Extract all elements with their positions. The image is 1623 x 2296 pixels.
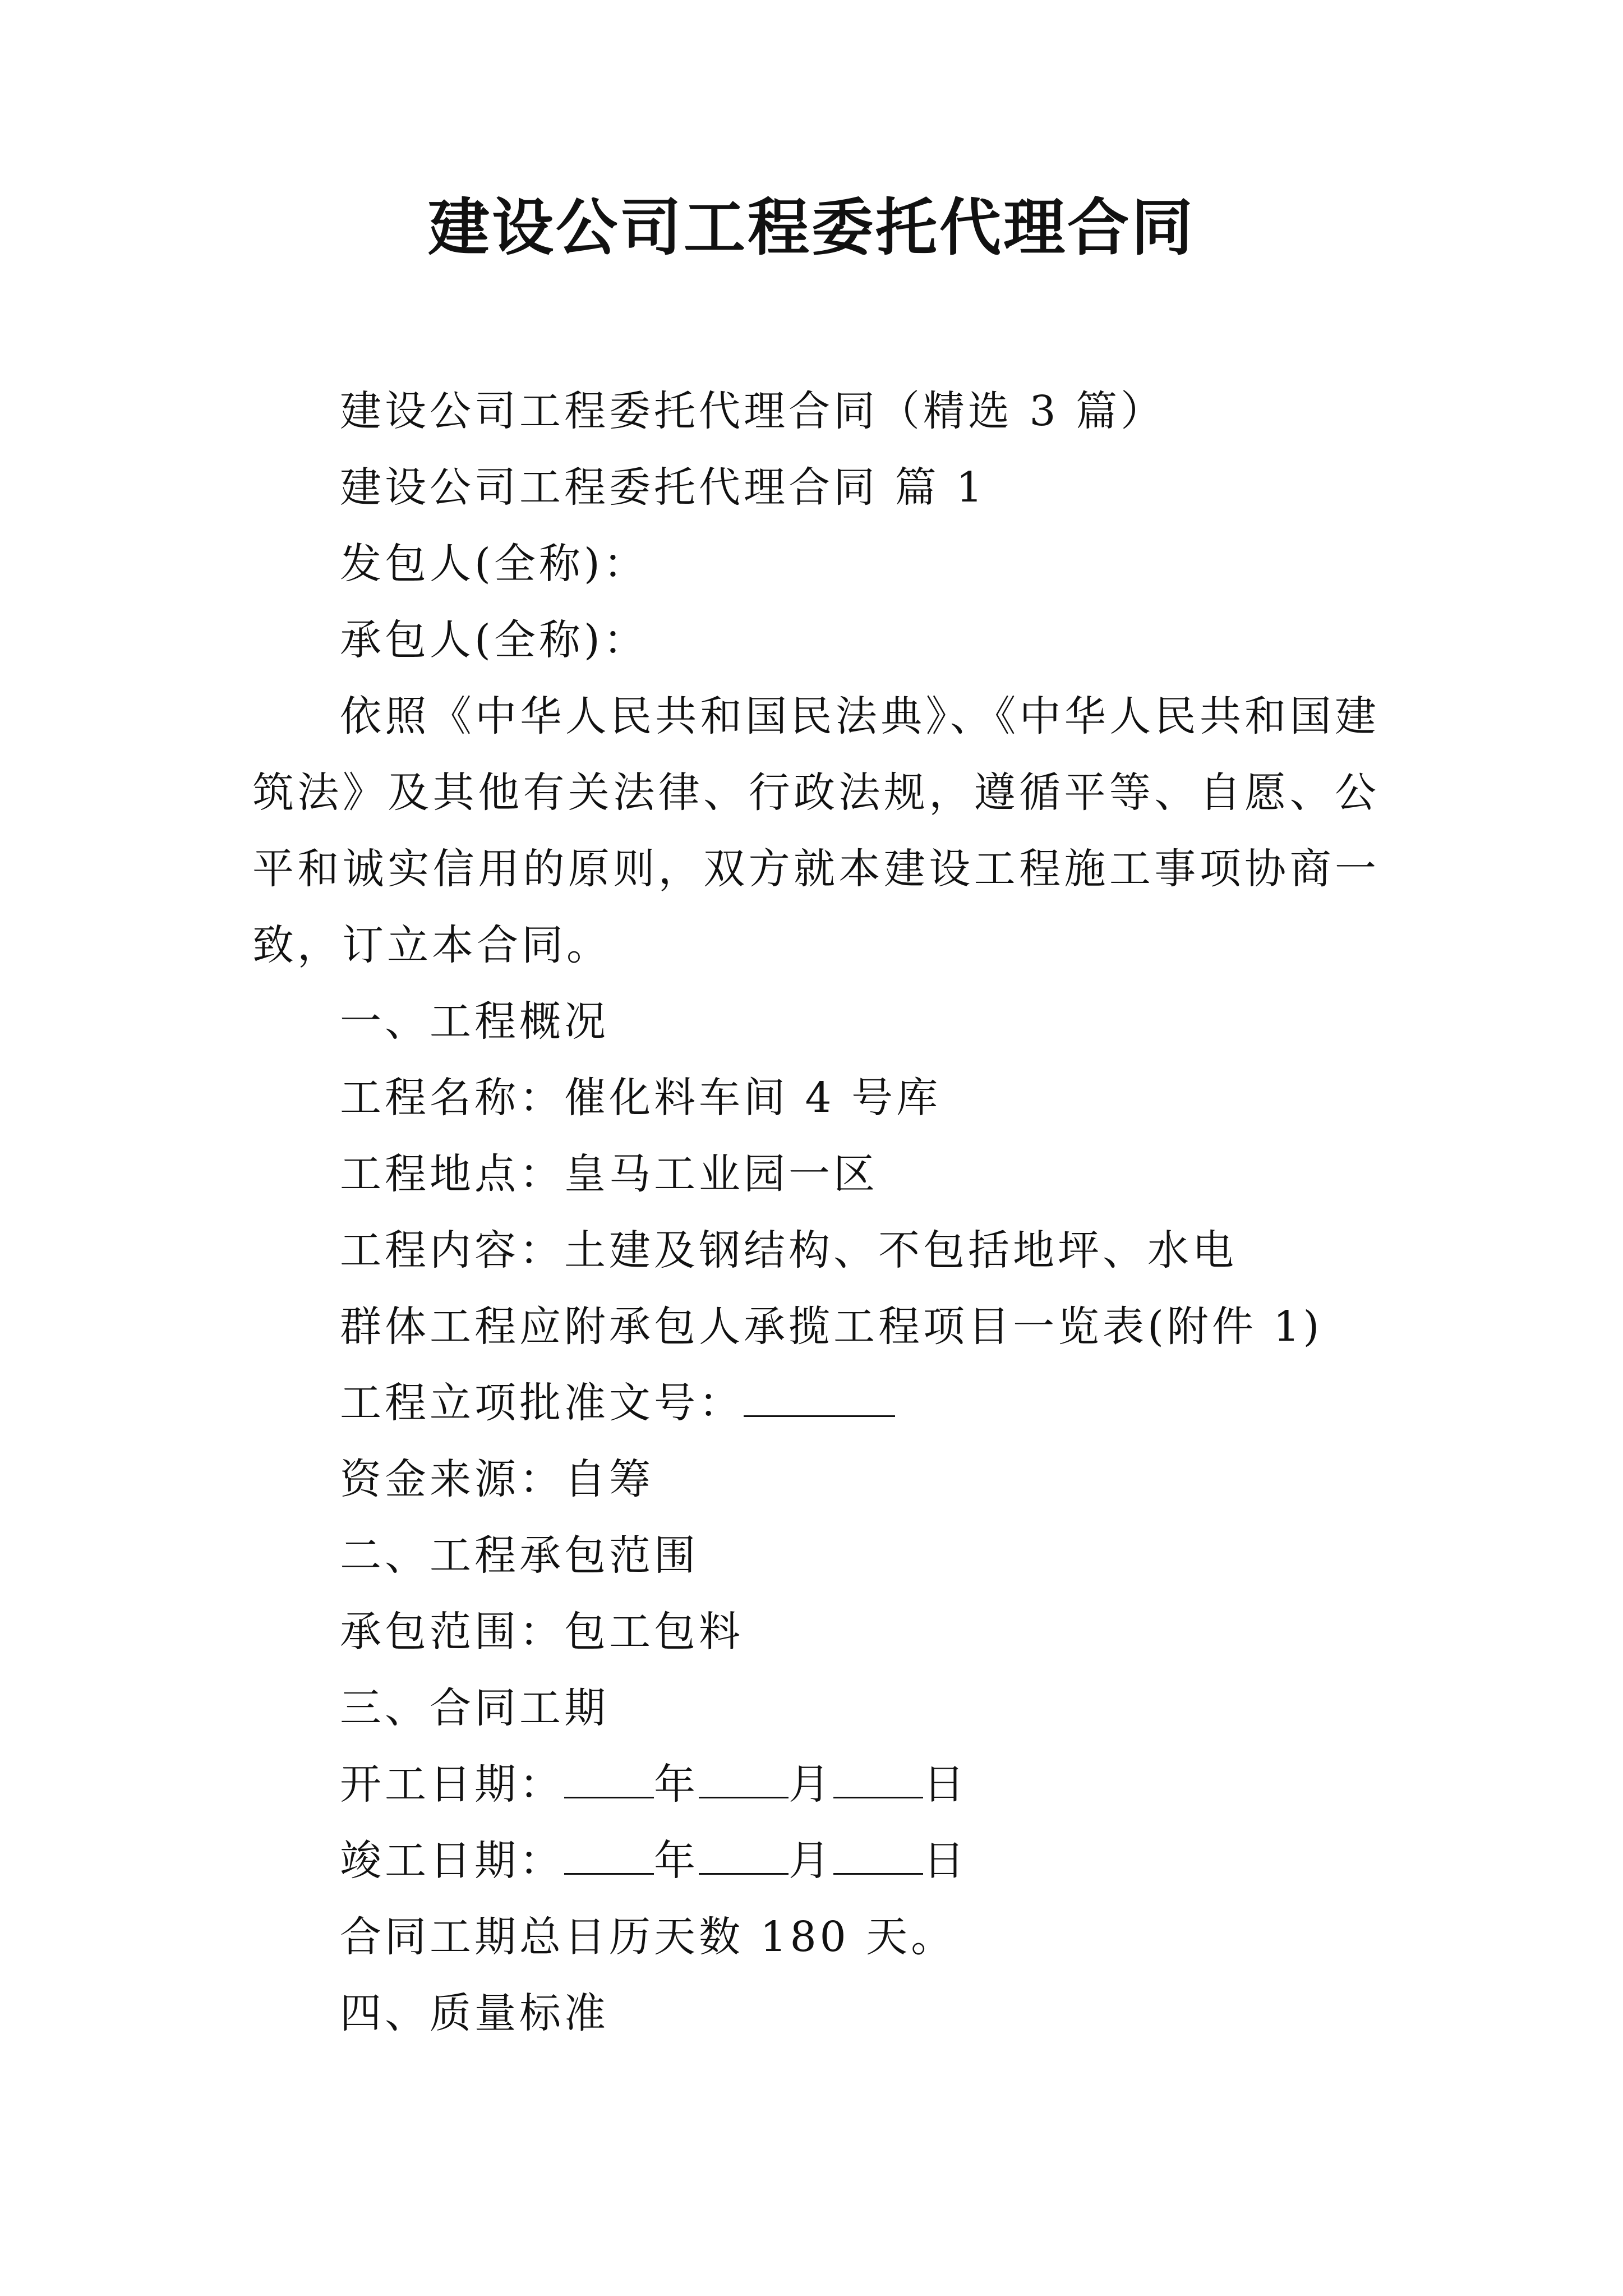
start-date-label: 开工日期： bbox=[340, 1760, 564, 1809]
group-project-note: 群体工程应附承包人承揽工程项目一览表(附件 1) bbox=[340, 1303, 1323, 1351]
completion-month-blank bbox=[699, 1839, 789, 1875]
completion-day-unit: 日 bbox=[923, 1837, 968, 1885]
contractor-line: 承包人(全称)： bbox=[340, 616, 648, 664]
start-date-line bbox=[252, 1746, 1380, 1823]
document-body bbox=[252, 373, 1380, 2051]
approval-number-label: 工程立项批准文号： bbox=[340, 1379, 744, 1427]
completion-date-label: 竣工日期： bbox=[340, 1837, 564, 1885]
section-heading-quality: 四、质量标准 bbox=[340, 1989, 609, 2037]
section-heading-part-1: 建设公司工程委托代理合同 篇 1 bbox=[340, 463, 986, 512]
start-day-blank bbox=[833, 1763, 923, 1798]
document-title: 建设公司工程委托代理合同 bbox=[428, 191, 1195, 264]
start-month-unit: 月 bbox=[789, 1760, 833, 1809]
project-location-line: 工程地点：皇马工业园一区 bbox=[340, 1150, 878, 1198]
employer-line: 发包人(全称)： bbox=[340, 540, 648, 588]
start-year-blank bbox=[564, 1763, 654, 1798]
preamble-paragraph: 依照《中华人民共和国民法典》、《中华人民共和国建筑法》及其他有关法律、行政法规，遵循平等、自愿、公平和诚实信用的原则，双方就本建设工程施工事项协商一致，订立本合同。 bbox=[252, 692, 1380, 969]
section-heading-term: 三、合同工期 bbox=[340, 1684, 609, 1732]
total-days-line: 合同工期总日历天数 180 天。 bbox=[340, 1913, 956, 1961]
completion-year-blank bbox=[564, 1839, 654, 1875]
funding-source-line: 资金来源：自筹 bbox=[340, 1455, 654, 1503]
approval-number-line bbox=[252, 1365, 1380, 1441]
completion-day-blank bbox=[833, 1839, 923, 1875]
start-year-unit: 年 bbox=[654, 1760, 699, 1809]
completion-month-unit: 月 bbox=[789, 1837, 833, 1885]
completion-year-unit: 年 bbox=[654, 1837, 699, 1885]
start-day-unit: 日 bbox=[923, 1760, 968, 1809]
project-name-line: 工程名称：催化料车间 4 号库 bbox=[340, 1074, 942, 1122]
subtitle-line: 建设公司工程委托代理合同（精选 3 篇） bbox=[340, 387, 1166, 435]
scope-line: 承包范围：包工包料 bbox=[340, 1608, 744, 1656]
section-heading-overview: 一、工程概况 bbox=[340, 997, 609, 1046]
project-content-line: 工程内容：土建及钢结构、不包括地坪、水电 bbox=[340, 1226, 1237, 1274]
start-month-blank bbox=[699, 1763, 789, 1798]
approval-number-blank bbox=[744, 1382, 895, 1417]
completion-date-line bbox=[252, 1823, 1380, 1899]
section-heading-scope: 二、工程承包范围 bbox=[340, 1531, 699, 1580]
